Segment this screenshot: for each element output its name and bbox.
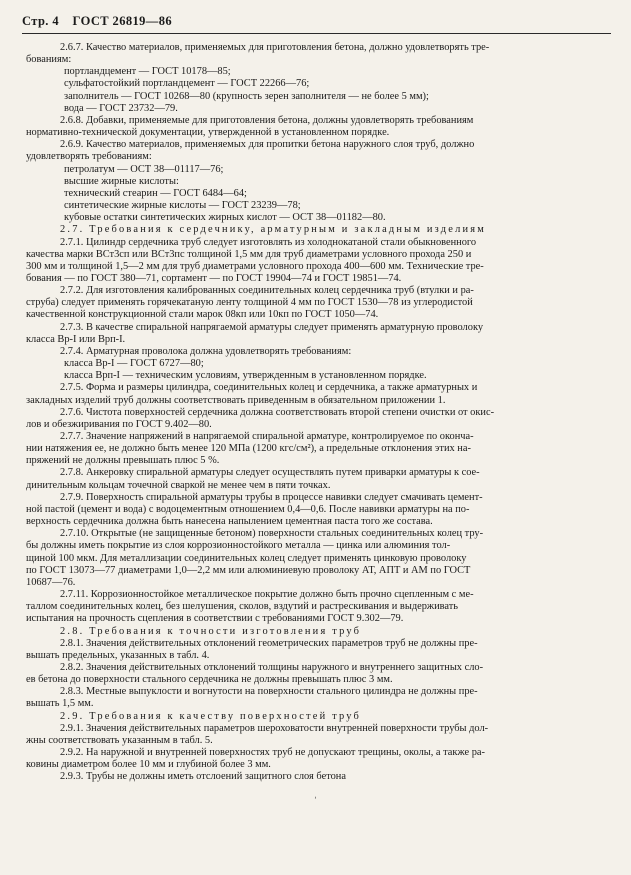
text-line: вышать 1,5 мм. — [26, 698, 94, 710]
text-line: бы должны иметь покрытие из слоя коррозионностойкого металла — цинка или алюминия тол- — [26, 540, 451, 552]
text-line: 2.6.7. Качество материалов, применяемых для приготовления бетона, должно удовлетворять тре- — [60, 42, 490, 53]
text-line: 2.7.10. Открытые (не защищенные бетоном) поверхности стальных соединительных колец тру- — [60, 528, 484, 540]
text-line: 2.7.9. Поверхность спиральной арматуры трубы в процессе навивки следует смачивать цемент- — [60, 491, 483, 503]
text-line: 2.8.1. Значения действительных отклонений геометрических параметров труб не должны пре- — [60, 637, 478, 649]
text-line: 2.7.4. Арматурная проволока должна удовлетворять требованиям: — [60, 345, 352, 357]
page-header — [22, 14, 611, 29]
text-line: бования — по ГОСТ 380—71, сортамент — по ГОСТ 19904—74 и ГОСТ 19851—74. — [26, 272, 402, 284]
text-line: 2.7.11. Коррозионностойкое металлическое покрытие должно быть прочно сцепленным с ме- — [60, 589, 474, 601]
text-line: 2.9. Требования к качеству поверхностей труб — [60, 710, 362, 722]
text-line: бованиям: — [26, 54, 72, 66]
text-line: класса Вр-I или Врп-I. — [26, 333, 126, 345]
page-number: Стр. 4 — [22, 14, 60, 28]
text-line: нии натяжения ее, не должно быть менее 120 МПа (1200 кгс/см²), а предельные отклонения этих на- — [26, 443, 471, 455]
text-line: 2.7.7. Значение напряжений в напрягаемой спиральной арматуре, контролируемое по оконча- — [60, 431, 474, 442]
text-line: 2.7.2. Для изготовления калиброванных соединительных колец сердечника труб (втулки и ра- — [60, 285, 474, 297]
text-line: качества марки ВСт3сп или ВСт3пс толщиной 1,5 мм для труб диаметрами условного прохода 250 и — [26, 248, 472, 260]
gost-designation: ГОСТ 26819—86 — [72, 14, 173, 28]
text-line: испытания на прочность сцепления в соответствии с требованиями ГОСТ 9.302—79. — [26, 613, 404, 625]
text-line: жны соответствовать указанным в табл. 5. — [26, 734, 213, 746]
page-folio-mark: ʹ — [314, 795, 317, 805]
text-line: 2.9.3. Трубы не должны иметь отслоений защитного слоя бетона — [60, 771, 346, 783]
text-line: вышать предельных, указанных в табл. 4. — [26, 649, 210, 661]
text-line: 300 мм и толщиной 1,5—2 мм для труб диаметрами условного прохода 400—600 мм. Технические тре- — [26, 260, 484, 272]
text-line: 2.8.2. Значения действительных отклонений толщины наружного и внутреннего защитных сло- — [60, 661, 484, 673]
text-line: по ГОСТ 13073—77 диаметрами 1,0—2,2 мм или алюминиевую проволоку АТ, АПТ и АМ по ГОСТ — [26, 564, 471, 576]
text-line: пряжений не должны превышать плюс 5 %. — [26, 455, 220, 467]
text-line: верхность сердечника должна быть нанесена напылением цементная паста того же состава. — [26, 516, 433, 528]
text-line: щиной 100 мкм. Для металлизации соединительных колец следует применять цинковую проволоку — [26, 552, 467, 564]
text-line: лов и обезжиривания по ГОСТ 9.402—80. — [26, 418, 212, 430]
text-line: ной пастой (цемент и вода) с водоцементным отношением 0,4—0,6. После навивки арматуры на по- — [26, 503, 470, 515]
text-line: динительным кольцам точечной сваркой не менее чем в пяти точках. — [26, 479, 331, 491]
text-line: 2.7.8. Анкеровку спиральной арматуры следует осуществлять путем приварки арматуры к сое- — [60, 467, 480, 479]
text-line: класса Врп-I — техническим условиям, утвержденным в установленном порядке. — [64, 370, 427, 382]
text-line: 2.9.1. Значения действительных параметров шероховатости внутренней поверхности трубы дол- — [60, 722, 489, 734]
text-line: 2.7.5. Форма и размеры цилиндра, соединительных колец и сердечника, а также арматурных и — [60, 382, 478, 394]
text-line: 2.7.1. Цилиндр сердечника труб следует изготовлять из холоднокатаной стали обыкновенного — [60, 236, 477, 248]
text-line: синтетические жирные кислоты — ГОСТ 23239—78; — [64, 200, 301, 212]
text-line: 2.8.3. Местные выпуклости и вогнутости на поверхности стального цилиндра не должны пре- — [60, 686, 478, 698]
text-line: качественной конструкционной стали марок 08кп или 10кп по ГОСТ 1050—74. — [26, 309, 379, 321]
text-line: удовлетворять требованиям: — [26, 151, 152, 163]
text-line: таллом соединительных колец, без шелушения, сколов, вздутий и растрескивания и выдерживать — [26, 601, 459, 613]
text-line: 2.8. Требования к точности изготовления труб — [60, 625, 362, 637]
text-line: сульфатостойкий портландцемент — ГОСТ 22266—76; — [64, 78, 310, 90]
text-line: закладных изделий труб должны соответствовать приведенным в обязательном приложении 1. — [26, 394, 446, 406]
text-line: вода — ГОСТ 23732—79. — [64, 102, 178, 114]
text-line: 10687—76. — [26, 576, 76, 588]
text-line: петролатум — ОСТ 38—01117—76; — [64, 163, 224, 175]
text-line: 2.6.8. Добавки, применяемые для приготовления бетона, должны удовлетворять требованиям — [60, 114, 474, 126]
text-line: ев бетона до поверхности стального сердечника не должны превышать плюс 3 мм. — [26, 674, 393, 686]
text-line: ковины диаметром более 10 мм и глубиной более 3 мм. — [26, 759, 271, 771]
text-line: кубовые остатки синтетических жирных кислот — ОСТ 38—01182—80. — [64, 212, 386, 224]
text-line: 2.7. Требования к сердечнику, арматурным и закладным изделиям — [60, 224, 486, 236]
text-line: класса Вр-I — ГОСТ 6727—80; — [64, 358, 204, 370]
text-line: высшие жирные кислоты: — [64, 175, 179, 187]
text-line: нормативно-технической документации, утвержденной в установленном порядке. — [26, 127, 390, 139]
text-line: 2.9.2. На наружной и внутренней поверхностях труб не допускают трещины, околы, а также ра- — [60, 747, 485, 759]
header-rule — [22, 33, 611, 34]
text-line: струба) следует применять горячекатаную ленту толщиной 4 мм по ГОСТ 1530—78 из углеродистой — [26, 297, 473, 309]
document-body — [26, 42, 603, 784]
text-line: 2.7.6. Чистота поверхностей сердечника должна соответствовать второй степени очистки от окис- — [60, 406, 495, 418]
text-line: портландцемент — ГОСТ 10178—85; — [64, 66, 231, 78]
text-line: 2.7.3. В качестве спиральной напрягаемой арматуры следует применять арматурную проволоку — [60, 321, 484, 333]
text-line: 2.6.9. Качество материалов, применяемых для пропитки бетона наружного слоя труб, должно — [60, 139, 475, 151]
text-line: технический стеарин — ГОСТ 6484—64; — [64, 187, 247, 199]
text-line: заполнитель — ГОСТ 10268—80 (крупность зерен заполнителя — не более 5 мм); — [64, 90, 429, 102]
